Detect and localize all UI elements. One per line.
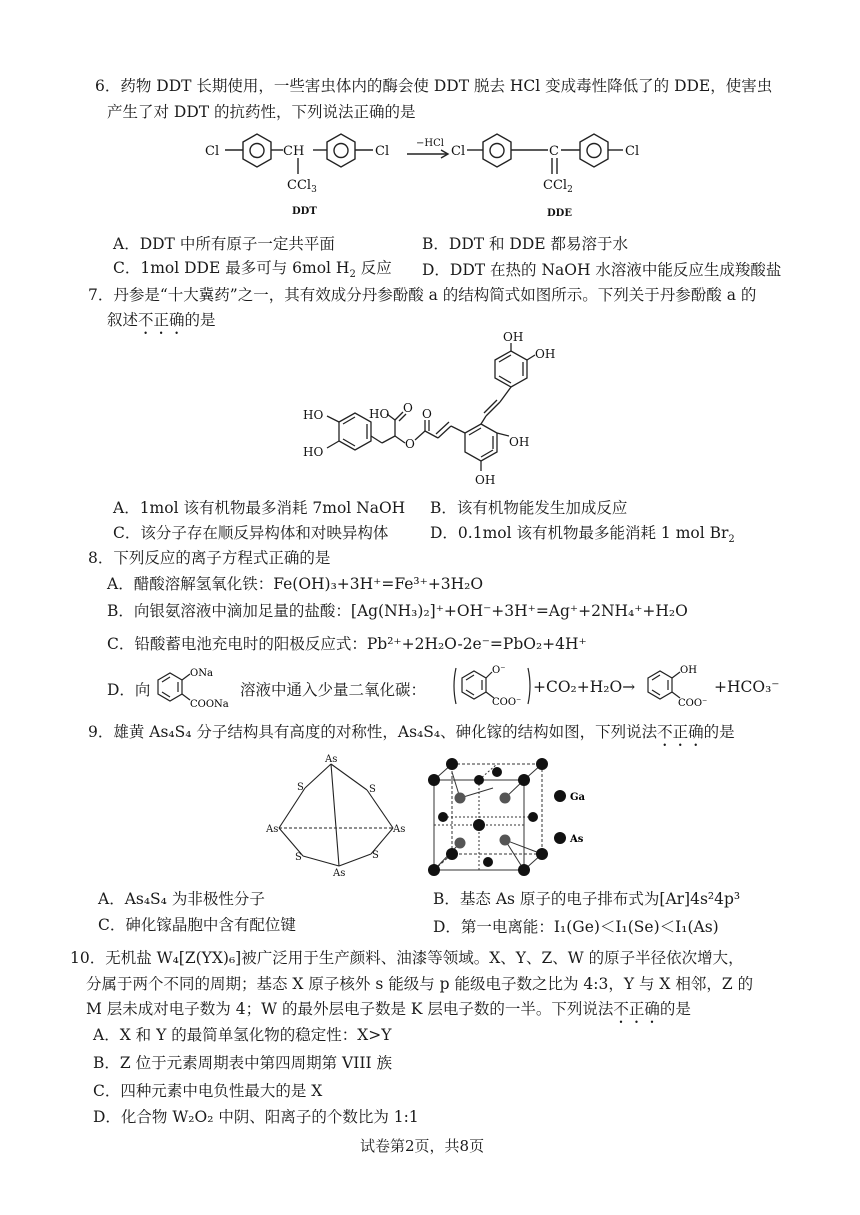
dde-cl-right: Cl bbox=[625, 144, 640, 159]
q10-stem-line2: 分属于两个不同的周期；基态 X 原子核外 s 能级与 p 能级电子数之比为 4:3，Y 与 X 相邻，Z 的 bbox=[86, 975, 754, 993]
q10-option-d: D．化合物 W₂O₂ 中阴、阳离子的个数比为 1:1 bbox=[93, 1108, 419, 1126]
ho-label-1: HO bbox=[303, 408, 324, 422]
as-atom-bottom: As bbox=[333, 868, 346, 879]
ddt-ch: CH bbox=[283, 144, 305, 159]
q9-option-c: C．砷化镓晶胞中含有配位键 bbox=[98, 916, 296, 934]
q6-option-b: B．DDT 和 DDE 都易溶于水 bbox=[422, 235, 629, 253]
as-legend: As bbox=[570, 834, 584, 845]
oh-label-salicylate: OH bbox=[680, 665, 697, 676]
s-atom-4: S bbox=[372, 850, 379, 861]
q6-ddt-dde-scheme bbox=[195, 126, 675, 226]
coo-minus-label-1: COO⁻ bbox=[492, 697, 522, 708]
q6-option-c: C．1mol DDE 最多可与 6mol $H_2$ 反应 bbox=[113, 259, 392, 281]
s-atom-1: S bbox=[297, 782, 304, 793]
q10-option-a: A．X 和 Y 的最简单氢化物的稳定性：X>Y bbox=[93, 1026, 392, 1044]
as-atom-top: As bbox=[325, 754, 338, 765]
o-label-3: O bbox=[405, 437, 415, 451]
q9-stem: 9．雄黄 As₄S₄ 分子结构具有高度的对称性，As₄S₄、砷化镓的结构如图，下列说法不正确的是 bbox=[88, 723, 735, 741]
q8-option-d-end: +HCO₃⁻ bbox=[714, 678, 780, 696]
o-label-2: O bbox=[422, 407, 432, 421]
q9-as4s4-structure bbox=[255, 748, 415, 880]
q8-sodium-salicylate-structure bbox=[150, 666, 240, 712]
q7-option-d: D．0.1mol 该有机物最多能消耗 1 mol $Br_2$ bbox=[430, 524, 735, 546]
q10-option-b: B．Z 位于元素周期表中第四周期第 VIII 族 bbox=[93, 1054, 393, 1072]
ona-label: ONa bbox=[190, 668, 213, 679]
coona-label: COONa bbox=[190, 699, 229, 710]
q8-salicylate-structure bbox=[638, 662, 710, 710]
ddt-cl-right: Cl bbox=[375, 144, 390, 159]
oh-label-2: OH bbox=[535, 347, 556, 361]
q8-option-d-text: 溶液中通入少量二氧化碳： bbox=[240, 681, 427, 699]
q7-stem-line1: 7．丹参是“十大冀药”之一，其有效成分丹参酚酸 a 的结构简式如图所示。下列关于丹参酚酸 a 的 bbox=[88, 286, 757, 304]
q10-stem-line3: M 层未成对电子数为 4；W 的最外层电子数是 K 层电子数的一半。下列说法不正确的是 bbox=[86, 1000, 691, 1018]
coo-minus-label-2: COO⁻ bbox=[678, 698, 708, 709]
s-atom-2: S bbox=[369, 784, 376, 795]
dde-c: C bbox=[549, 144, 559, 159]
ddt-cl-left: Cl bbox=[205, 144, 220, 159]
page-footer: 试卷第2页，共8页 bbox=[360, 1137, 485, 1155]
q10-option-c: C．四种元素中电负性最大的是 X bbox=[93, 1082, 323, 1100]
q8-stem: 8．下列反应的离子方程式正确的是 bbox=[88, 549, 331, 567]
q7-option-c: C．该分子存在顺反异构体和对映异构体 bbox=[113, 524, 389, 542]
q8-option-a: A．醋酸溶解氢氧化铁：Fe(OH)₃+3H⁺=Fe³⁺+3H₂O bbox=[107, 575, 484, 593]
q6-option-d: D．DDT 在热的 NaOH 水溶液中能反应生成羧酸盐 bbox=[422, 261, 782, 279]
ddt-label: DDT bbox=[292, 206, 317, 217]
q10-stem-line1: 10．无机盐 W₄[Z(YX)₆]被广泛用于生产颜料、油漆等领域。X、Y、Z、W 的原子半径依次增大， bbox=[70, 949, 744, 967]
dde-cl-left: Cl bbox=[451, 144, 466, 159]
q9-option-a: A．As₄S₄ 为非极性分子 bbox=[98, 890, 265, 908]
ho-label-3: HO bbox=[369, 407, 390, 421]
q9-gaas-unit-cell bbox=[420, 758, 600, 882]
q8-option-b: B．向银氨溶液中滴加足量的盐酸：[Ag(NH₃)₂]⁺+OH⁻+3H⁺=Ag⁺+2NH₄⁺+H₂O bbox=[107, 602, 688, 620]
q7-option-b: B．该有机物能发生加成反应 bbox=[430, 499, 628, 517]
q6-stem-line2: 产生了对 DDT 的抗药性，下列说法正确的是 bbox=[107, 103, 416, 121]
q8-option-d-label: D．向 bbox=[107, 681, 151, 699]
s-atom-3: S bbox=[295, 852, 302, 863]
ga-legend: Ga bbox=[570, 792, 586, 803]
q7-stem-line2: 叙述不正确的是 bbox=[107, 311, 216, 329]
as-atom-left: As bbox=[266, 824, 279, 835]
oh-label-3: OH bbox=[509, 435, 530, 449]
as-atom-right: As bbox=[393, 824, 406, 835]
q8-option-d-mid: +CO₂+H₂O→ bbox=[533, 678, 636, 696]
o-label-1: O bbox=[403, 401, 413, 415]
ho-label-2: HO bbox=[303, 445, 324, 459]
q7-option-a: A．1mol 该有机物最多消耗 7mol NaOH bbox=[113, 499, 406, 517]
oh-label-1: OH bbox=[503, 330, 524, 344]
q8-option-c: C．铅酸蓄电池充电时的阳极反应式：Pb²⁺+2H₂O-2e⁻=PbO₂+4H⁺ bbox=[107, 635, 587, 653]
dde-label: DDE bbox=[547, 208, 572, 219]
o-minus-label: O⁻ bbox=[492, 665, 506, 676]
q7-salvianolic-acid-structure bbox=[295, 328, 585, 496]
q6-stem-line1: 6．药物 DDT 长期使用，一些害虫体内的酶会使 DDT 脱去 HCl 变成毒性降低了的 DDE，使害虫 bbox=[95, 77, 773, 95]
dde-ccl2: CCl$_2$ bbox=[543, 178, 573, 195]
q9-option-d: D．第一电离能：I₁(Ge)＜I₁(Se)＜I₁(As) bbox=[433, 918, 719, 936]
q6-option-a: A．DDT 中所有原子一定共平面 bbox=[113, 235, 335, 253]
ddt-ccl3: CCl$_3$ bbox=[287, 178, 317, 195]
arrow-label: −HCl bbox=[416, 138, 444, 149]
q9-option-b: B．基态 As 原子的电子排布式为[Ar]4s²4p³ bbox=[433, 890, 741, 908]
q8-phenolate-structure bbox=[452, 664, 532, 710]
oh-label-4: OH bbox=[475, 473, 496, 487]
